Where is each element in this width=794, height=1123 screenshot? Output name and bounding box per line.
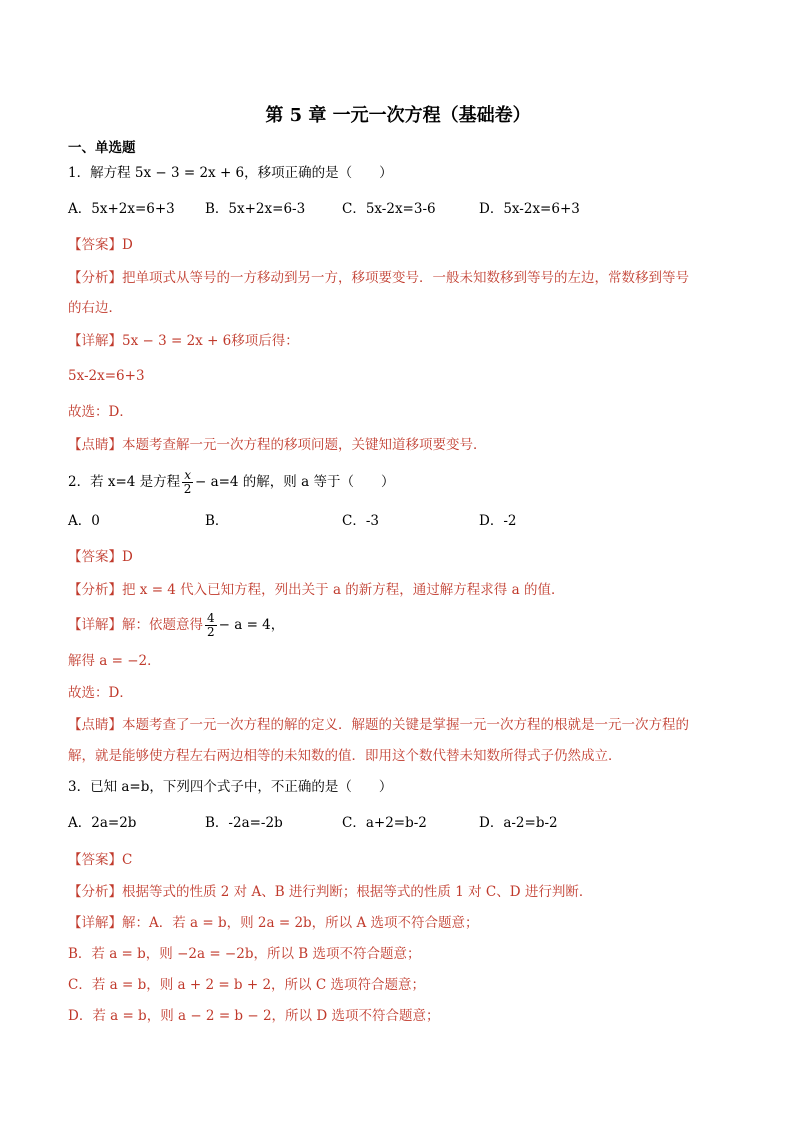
comment-text: 本题考查了一元一次方程的解的定义．解题的关键是掌握一元一次方程的根就是一元一次方程的: [122, 717, 689, 733]
q3-analysis: [68, 882, 592, 902]
q1-analysis: [68, 268, 689, 288]
q1-option-a: A．5x+2x=6+3: [68, 201, 175, 217]
analysis-text: 把单项式从等号的一方移动到另一方，移项要变号．一般未知数移到等号的左边，常数移到等号: [122, 270, 689, 286]
q3-stem: 3．已知 a=b，下列四个式子中，不正确的是（ ）: [68, 779, 393, 795]
q2-solve: 解得 a = −2．: [68, 653, 161, 669]
detail-part2: − a = 4，: [218, 617, 285, 633]
q1-option-b: B．5x+2x=6-3: [205, 201, 306, 217]
detail-part1: 解：依题意得: [122, 617, 203, 633]
q3-detail-c: C．若 a = b，则 a + 2 = b + 2，所以 C 选项符合题意；: [68, 977, 425, 993]
page-title: 第 5 章 一元一次方程（基础卷）: [265, 105, 531, 126]
analysis-text: 把 x = 4 代入已知方程，列出关于 a 的新方程，通过解方程求得 a 的值．: [122, 582, 565, 598]
detail-text: 解：A．若 a = b，则 2a = 2b，所以 A 选项不符合题意；: [122, 915, 479, 931]
q3-detail: [68, 913, 479, 933]
comment-tag: 【点睛】: [68, 437, 122, 453]
answer-value: C: [122, 852, 133, 868]
q1-stem: 1．解方程 5x − 3 = 2x + 6，移项正确的是（ ）: [68, 165, 393, 181]
q3-detail-d: D．若 a = b，则 a − 2 = b − 2，所以 D 选项不符合题意；: [68, 1008, 440, 1024]
analysis-tag: 【分析】: [68, 582, 122, 598]
q3-options: [68, 813, 616, 833]
detail-tag: 【详解】: [68, 617, 122, 633]
section-heading: 一、单选题: [68, 140, 136, 156]
q2-stem-part1: 2．若 x=4 是方程: [68, 474, 181, 490]
answer-value: D: [122, 237, 133, 253]
q2-stem: [68, 469, 394, 496]
answer-tag: 【答案】: [68, 237, 122, 253]
q2-stem-part2: − a=4 的解，则 a 等于（ ）: [194, 474, 395, 490]
q3-option-a: A．2a=2b: [68, 815, 137, 831]
q1-analysis-cont: 的右边．: [68, 300, 122, 316]
fraction-denominator: 2: [207, 625, 215, 639]
q1-option-c: C．5x-2x=3-6: [342, 201, 436, 217]
q2-answer: [68, 547, 133, 567]
analysis-tag: 【分析】: [68, 270, 122, 286]
fraction-numerator: x: [184, 468, 191, 482]
q2-choice: 故选：D．: [68, 685, 133, 701]
q2-comment-cont: 解，就是能够使方程左右两边相等的未知数的值．即用这个数代替未知数所得式子仍然成立．: [68, 748, 622, 764]
answer-tag: 【答案】: [68, 852, 122, 868]
answer-value: D: [122, 549, 133, 565]
q2-analysis: [68, 580, 564, 600]
q2-comment: [68, 715, 689, 735]
q1-comment: [68, 435, 487, 455]
q3-answer: [68, 850, 132, 870]
fraction-denominator: 2: [183, 482, 192, 496]
q2-option-b: B．: [205, 513, 229, 529]
answer-tag: 【答案】: [68, 549, 122, 565]
q1-options: [68, 199, 616, 219]
detail-text: 5x − 3 = 2x + 6移项后得：: [122, 333, 299, 349]
q1-answer: [68, 235, 133, 255]
q1-detail-result: 5x-2x=6+3: [68, 368, 145, 384]
analysis-tag: 【分析】: [68, 884, 122, 900]
analysis-text: 根据等式的性质 2 对 A、B 进行判断；根据等式的性质 1 对 C、D 进行判断．: [122, 884, 593, 900]
q1-option-d: D．5x-2x=6+3: [479, 201, 580, 217]
comment-tag: 【点睛】: [68, 717, 122, 733]
q2-option-a: A．0: [68, 513, 100, 529]
q2-options: [68, 511, 616, 531]
detail-tag: 【详解】: [68, 333, 122, 349]
q2-option-c: C．-3: [342, 513, 379, 529]
q3-option-c: C．a+2=b-2: [342, 815, 427, 831]
q1-detail: [68, 331, 299, 351]
detail-tag: 【详解】: [68, 915, 122, 931]
q3-detail-b: B．若 a = b，则 −2a = −2b，所以 B 选项不符合题意；: [68, 946, 421, 962]
q2-option-d: D．-2: [479, 513, 517, 529]
q2-detail: [68, 612, 284, 639]
fraction-numerator: 4: [207, 611, 215, 625]
q2-fraction: [182, 469, 193, 496]
q3-option-b: B．-2a=-2b: [205, 815, 283, 831]
q3-option-d: D．a-2=b-2: [479, 815, 558, 831]
comment-text: 本题考查解一元一次方程的移项问题，关键知道移项要变号．: [122, 437, 487, 453]
q1-choice: 故选：D．: [68, 404, 133, 420]
detail-fraction: [205, 612, 217, 639]
